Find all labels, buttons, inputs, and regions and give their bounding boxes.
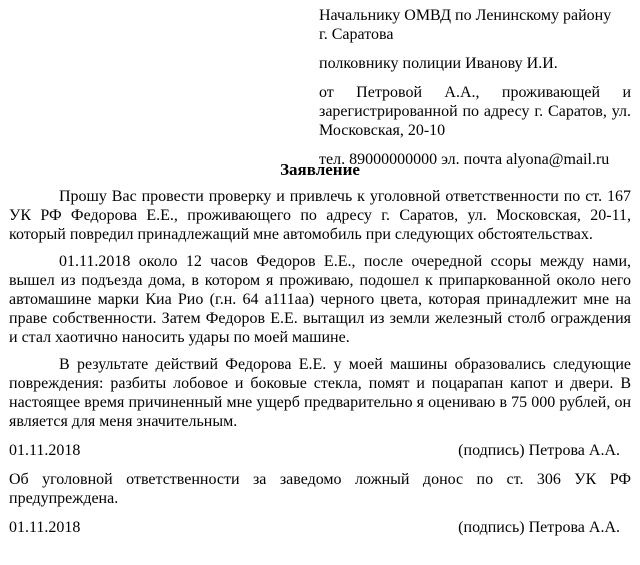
signature-date-2: 01.11.2018 [9, 519, 81, 536]
addressee-line-1: Начальнику ОМВД по Ленинскому району [319, 7, 612, 24]
paragraph-damages: В результате действий Федорова Е.Е. у моей машины образовались следующие повреждения: разбиты лобовое и боковые стекла, помят и поцарапан капот и двери. В настоящее время причиненный мне ущерб предварительно я оцениваю в 75 000 рублей, он является для меня значительным. [9, 356, 631, 430]
sender-info: от Петровой А.А., проживающей и зарегистрированной по адресу г. Саратов, ул. Московская, 20-10 [319, 84, 631, 139]
sender-contacts: тел. 89000000000 эл. почта alyona@mail.ru [319, 151, 610, 168]
document-body [9, 160, 631, 537]
signature-1: (подпись) Петрова А.А. [458, 442, 620, 459]
liability-warning: Об уголовной ответственности за заведомо ложный донос по ст. 306 УК РФ предупреждена. [9, 471, 631, 507]
signature-row-1 [9, 441, 631, 460]
addressee-line-2: г. Саратова [319, 26, 394, 43]
paragraph-circumstances: 01.11.2018 около 12 часов Федоров Е.Е., после очередной ссоры между нами, вышел из подъезда дома, в котором я проживаю, подошел к припаркованной около него автомашине марки Киа Рио (г.н. 64 а111аа) черного цвета, которая принадлежит мне на праве собственности. Затем Федоров Е.Е. вытащил из земли железный столб ограждения и стал хаотично наносить удары по моей машине. [9, 253, 631, 346]
addressee-rank: полковнику полиции Иванову И.И. [319, 55, 558, 72]
signature-2: (подпись) Петрова А.А. [458, 519, 620, 536]
addressee-header [319, 6, 631, 169]
paragraph-request: Прошу Вас провести проверку и привлечь к уголовной ответственности по ст. 167 УК РФ Федорова Е.Е., проживающего по адресу г. Саратов, ул. Московская, 20-11, который повредил принадлежащий мне автомобиль при следующих обстоятельствах. [9, 188, 631, 243]
signature-row-2 [9, 518, 631, 537]
document-title: Заявление [280, 160, 360, 179]
signature-date-1: 01.11.2018 [9, 442, 81, 459]
